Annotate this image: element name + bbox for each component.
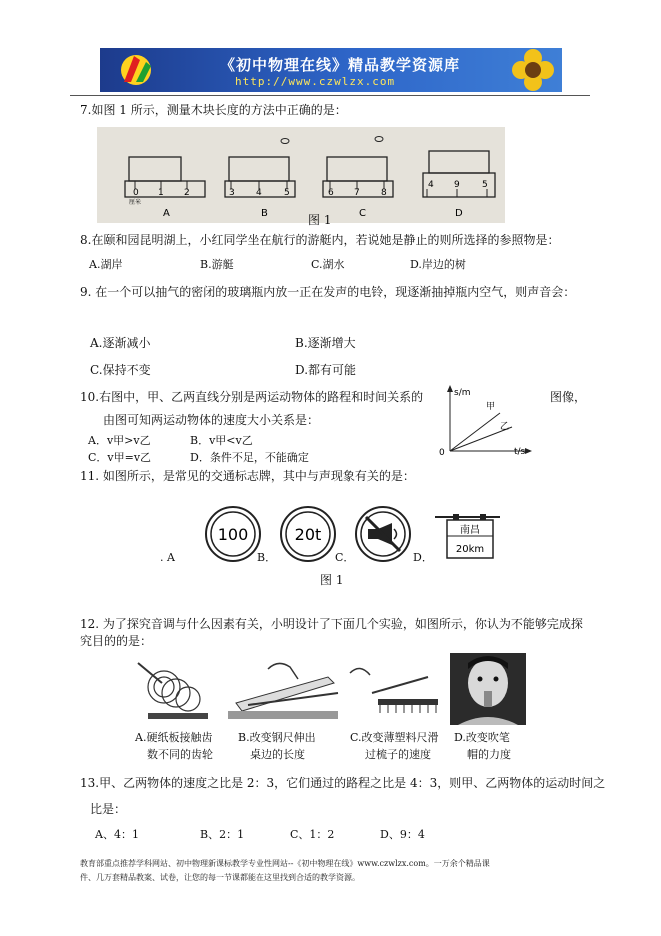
traffic-signs <box>200 505 520 565</box>
comb-icon <box>350 668 438 713</box>
q12-caption-b-1: B.改变钢尺伸出 <box>238 731 316 744</box>
q13-option-d: D、9：4 <box>380 828 425 841</box>
ruler-c-tick-0: 6 <box>328 188 334 198</box>
sunflower-icon <box>495 48 562 92</box>
q11-label-b: B． <box>257 551 277 564</box>
ruler-a <box>125 157 205 219</box>
q12-caption-c-2: 过梳子的速度 <box>365 748 431 761</box>
q11-label-d: D． <box>413 551 433 564</box>
ruler-d-label: D <box>455 208 463 219</box>
footer-line2: 件、几万套精品教案、试卷，让您的每一节课都能在这里找到合适的教学资源。 <box>80 873 360 882</box>
q10-st-graph <box>430 383 540 458</box>
ruler-a-tick-2: 2 <box>184 188 190 198</box>
banner-title: 《初中物理在线》精品教学资源库 <box>220 56 461 74</box>
q8-option-c: C.湖水 <box>311 258 345 271</box>
ruler-a-tick-0: 0 <box>133 188 139 198</box>
q12-line2: 究目的的是： <box>80 634 153 648</box>
logo-icon <box>100 48 190 92</box>
ruler-c <box>323 137 393 220</box>
q11-text: 11. 如图所示，是常见的交通标志牌，其中与声现象有关的是： <box>80 469 415 483</box>
ruler-d-tick-2: 5 <box>482 180 488 190</box>
ruler-c-tick-2: 8 <box>381 188 387 198</box>
graph-ylabel: s/m <box>454 388 471 398</box>
header-rule <box>70 95 590 96</box>
ruler-b-tick-2: 5 <box>284 188 290 198</box>
q13-line2: 比是： <box>90 802 127 816</box>
sign-b-text: 20t <box>294 525 322 544</box>
ruler-b-tick-1: 4 <box>256 188 262 198</box>
q9-option-c: C.保持不变 <box>90 363 151 377</box>
ruler-a-unit: 厘米 <box>129 199 142 206</box>
ruler-d-tick-0: 4 <box>428 180 434 190</box>
ruler-a-label: A <box>163 208 170 219</box>
ruler-c-tick-1: 7 <box>354 188 360 198</box>
header-banner <box>100 48 562 92</box>
ruler-c-label: C <box>359 208 366 219</box>
ruler-d-tick-1: 9 <box>454 180 460 190</box>
q9-option-b: B.逐渐增大 <box>295 336 356 350</box>
ruler-b <box>225 139 295 220</box>
q12-figures <box>128 653 528 725</box>
sign-weight-limit <box>281 507 335 561</box>
no-horn-icon <box>356 507 410 561</box>
q13-line1: 13.甲、乙两物体的速度之比是 2：3，它们通过的路程之比是 4：3，则甲、乙两物体的运动时间之 <box>80 776 606 790</box>
q12-caption-a-2: 数不同的齿轮 <box>147 748 213 761</box>
ruler-a-tick-1: 1 <box>158 188 164 198</box>
q10-line1-end: 图像， <box>550 390 587 404</box>
ruler-b-label: B <box>261 208 268 219</box>
q10-line2: 由图可知两运动物体的速度大小关系是： <box>103 413 320 427</box>
boy-blowing-pen-cap-icon <box>450 653 526 725</box>
q7-caption: 图 1 <box>308 213 332 227</box>
q8-option-d: D.岸边的树 <box>410 258 466 271</box>
q12-line1: 12. 为了探究音调与什么因素有关，小明设计了下面几个实验，如图所示，你认为不能够完成探 <box>80 617 583 631</box>
graph-series-jia: 甲 <box>486 402 496 412</box>
q12-caption-d-1: D.改变吹笔 <box>454 731 510 744</box>
q13-option-b: B、2：1 <box>200 828 245 841</box>
footer-line1: 教育部重点推荐学科网站、初中物理新课标教学专业性网站--《初中物理在线》www.czwlzx.com。一万余个精品课 <box>80 859 490 868</box>
sign-d-distance: 20km <box>455 544 485 555</box>
q10-line1: 10.右图中，甲、乙两直线分别是两运动物体的路程和时间关系的 <box>80 390 424 404</box>
q12-caption-c-1: C.改变薄塑料尺滑 <box>350 731 439 744</box>
q9-option-d: D.都有可能 <box>295 363 357 377</box>
q10-option-c: C．v甲=v乙 <box>88 451 152 464</box>
q10-option-d: D．条件不足，不能确定 <box>190 451 309 464</box>
q12-caption-a-1: A.硬纸板接触齿 <box>135 731 213 744</box>
q11-label-a: . A <box>160 551 175 564</box>
banner-url: http://www.czwlzx.com <box>235 75 396 88</box>
q8-option-a: A.湖岸 <box>89 258 123 271</box>
rulers-figure <box>97 127 505 223</box>
q12-caption-b-2: 桌边的长度 <box>250 748 305 761</box>
ruler-d <box>423 151 495 219</box>
gear-icon <box>138 663 208 719</box>
q9-text: 9. 在一个可以抽气的密闭的玻璃瓶内放一正在发声的电铃，现逐渐抽掉瓶内空气，则声音会： <box>80 285 576 299</box>
q10-option-a: A．v甲>v乙 <box>88 434 151 447</box>
graph-xlabel: t/s <box>514 447 526 457</box>
q9-option-a: A.逐渐减小 <box>90 336 151 350</box>
q12-caption-d-2: 帽的力度 <box>467 748 511 761</box>
ruler-on-table-icon <box>228 663 338 719</box>
sign-a-text: 100 <box>217 525 249 544</box>
graph-origin: 0 <box>439 448 445 458</box>
q8-option-b: B.游艇 <box>200 258 234 271</box>
q11-label-c: C． <box>335 551 355 564</box>
sign-speed-limit <box>206 507 260 561</box>
q13-option-a: A、4：1 <box>95 828 139 841</box>
q7-text: 7.如图 1 所示，测量木块长度的方法中正确的是： <box>80 103 347 117</box>
q8-text: 8.在颐和园昆明湖上，小红同学坐在航行的游艇内，若说她是静止的则所选择的参照物是： <box>80 233 560 247</box>
q13-option-c: C、1：2 <box>290 828 335 841</box>
line-jia <box>450 413 500 451</box>
ruler-b-tick-0: 3 <box>229 188 235 198</box>
q11-caption: 图 1 <box>320 573 344 587</box>
q7-figure <box>97 127 505 223</box>
sign-distance <box>435 514 500 558</box>
graph-series-yi: 乙 <box>500 422 510 432</box>
q10-option-b: B．v甲<v乙 <box>190 434 253 447</box>
sign-d-city: 南昌 <box>460 525 480 536</box>
